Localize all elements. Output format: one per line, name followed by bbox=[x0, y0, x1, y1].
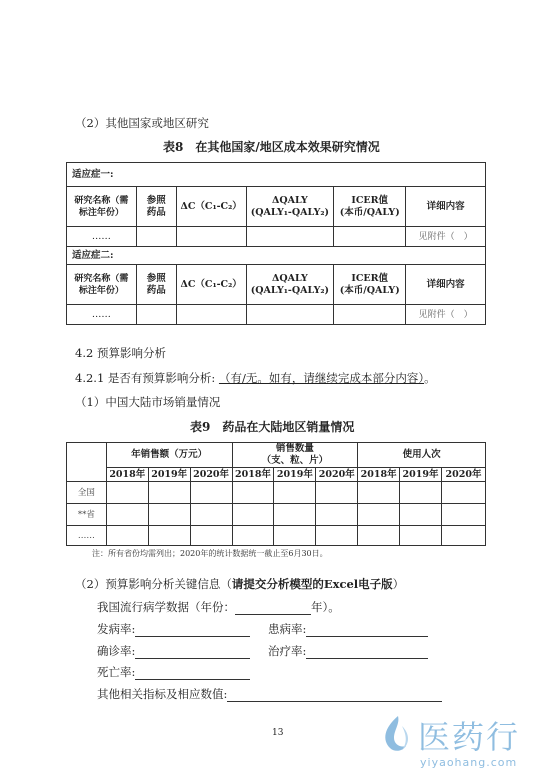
diagnosis-blank[interactable] bbox=[135, 646, 250, 659]
year-header: 2020年 bbox=[190, 468, 232, 482]
page-number: 13 bbox=[272, 728, 284, 738]
col-delta-qaly: ΔQALY (QALY₁-QALY₂) bbox=[246, 265, 334, 305]
section-4-2-heading: 4.2 预算影响分析 bbox=[75, 346, 166, 360]
col-delta-c: ΔC（C₁-C₂） bbox=[176, 187, 246, 227]
excel-requirement: 请提交分析模型的Excel电子版 bbox=[231, 577, 393, 591]
col-delta-c: ΔC（C₁-C₂） bbox=[176, 265, 246, 305]
watermark-text: 医药行 bbox=[418, 718, 521, 756]
table8 bbox=[66, 162, 486, 325]
mortality-row bbox=[97, 664, 250, 680]
other-indicators-row bbox=[97, 686, 442, 702]
other-indicators-blank[interactable] bbox=[227, 689, 442, 702]
col-details: 详细内容 bbox=[406, 265, 486, 305]
col-study-name: 研究名称（需标注年份） bbox=[67, 265, 137, 305]
watermark-url: yiyaohang.com bbox=[420, 756, 518, 769]
section-2b-heading: （2）预算影响分析关键信息（请提交分析模型的Excel电子版） bbox=[75, 577, 405, 591]
indication-2-label: 适应症二: bbox=[67, 247, 486, 265]
group-usage-count: 使用人次 bbox=[358, 443, 486, 468]
table-row-label: 全国 bbox=[67, 482, 107, 504]
year-header: 2019年 bbox=[274, 468, 316, 482]
col-delta-qaly: ΔQALY (QALY₁-QALY₂) bbox=[246, 187, 334, 227]
budget-impact-value: （有/无。如有，请继续完成本部分内容） bbox=[218, 371, 425, 385]
col-icer: ICER值 (本币/QALY) bbox=[334, 187, 406, 227]
treatment-row bbox=[268, 643, 428, 659]
year-header: 2019年 bbox=[400, 468, 442, 482]
treatment-blank[interactable] bbox=[306, 646, 428, 659]
incidence-blank[interactable] bbox=[135, 624, 250, 637]
incidence-row bbox=[97, 621, 250, 637]
section-4-2-1: 4.2.1 是否有预算影响分析: （有/无。如有，请继续完成本部分内容）。 bbox=[75, 371, 436, 385]
watermark-logo-icon bbox=[380, 714, 414, 754]
other-indicators-label: 其他相关指标及相应数值: bbox=[97, 687, 228, 701]
table-row-ellipsis: …… bbox=[67, 227, 137, 247]
col-details: 详细内容 bbox=[406, 187, 486, 227]
section-1-heading: （1）中国大陆市场销量情况 bbox=[75, 395, 221, 409]
section-2-heading: （2）其他国家或地区研究 bbox=[75, 116, 209, 130]
table9-note: 注：所有省份均需列出；2020年的统计数据统一截止至6月30日。 bbox=[92, 549, 328, 558]
col-ref-drug: 参照药品 bbox=[136, 265, 176, 305]
table8-title: 表8 在其他国家/地区成本效果研究情况 bbox=[163, 140, 380, 154]
prevalence-label: 患病率: bbox=[268, 622, 307, 636]
year-header: 2018年 bbox=[106, 468, 148, 482]
mortality-label: 死亡率: bbox=[97, 665, 136, 679]
table9-title: 表9 药品在大陆地区销量情况 bbox=[190, 420, 355, 434]
mortality-blank[interactable] bbox=[135, 667, 250, 680]
budget-impact-label: 4.2.1 是否有预算影响分析: bbox=[75, 371, 216, 385]
table-row-label: …… bbox=[67, 526, 107, 546]
prevalence-blank[interactable] bbox=[306, 624, 428, 637]
attachment-ref: 见附件（ ） bbox=[406, 227, 486, 247]
attachment-ref: 见附件（ ） bbox=[406, 305, 486, 325]
year-header: 2020年 bbox=[316, 468, 358, 482]
diagnosis-row bbox=[97, 643, 250, 659]
table-row-ellipsis: …… bbox=[67, 305, 137, 325]
year-header: 2018年 bbox=[232, 468, 274, 482]
prevalence-row bbox=[268, 621, 428, 637]
treatment-label: 治疗率: bbox=[268, 644, 307, 658]
year-header: 2018年 bbox=[358, 468, 400, 482]
group-sales-amount: 年销售额（万元） bbox=[106, 443, 232, 468]
year-header: 2019年 bbox=[148, 468, 190, 482]
col-study-name: 研究名称（需标注年份） bbox=[67, 187, 137, 227]
epidemiology-line: 我国流行病学数据（年份： 年）。 bbox=[97, 600, 340, 614]
incidence-label: 发病率: bbox=[97, 622, 136, 636]
col-icer: ICER值 (本币/QALY) bbox=[334, 265, 406, 305]
group-sales-quantity: 销售数量 （支、粒、片） bbox=[232, 443, 358, 468]
year-blank[interactable] bbox=[235, 602, 311, 615]
indication-1-label: 适应症一: bbox=[67, 163, 486, 187]
diagnosis-label: 确诊率: bbox=[97, 644, 136, 658]
table-row-label: **省 bbox=[67, 504, 107, 526]
col-ref-drug: 参照药品 bbox=[136, 187, 176, 227]
table9 bbox=[66, 442, 486, 546]
year-header: 2020年 bbox=[441, 468, 485, 482]
